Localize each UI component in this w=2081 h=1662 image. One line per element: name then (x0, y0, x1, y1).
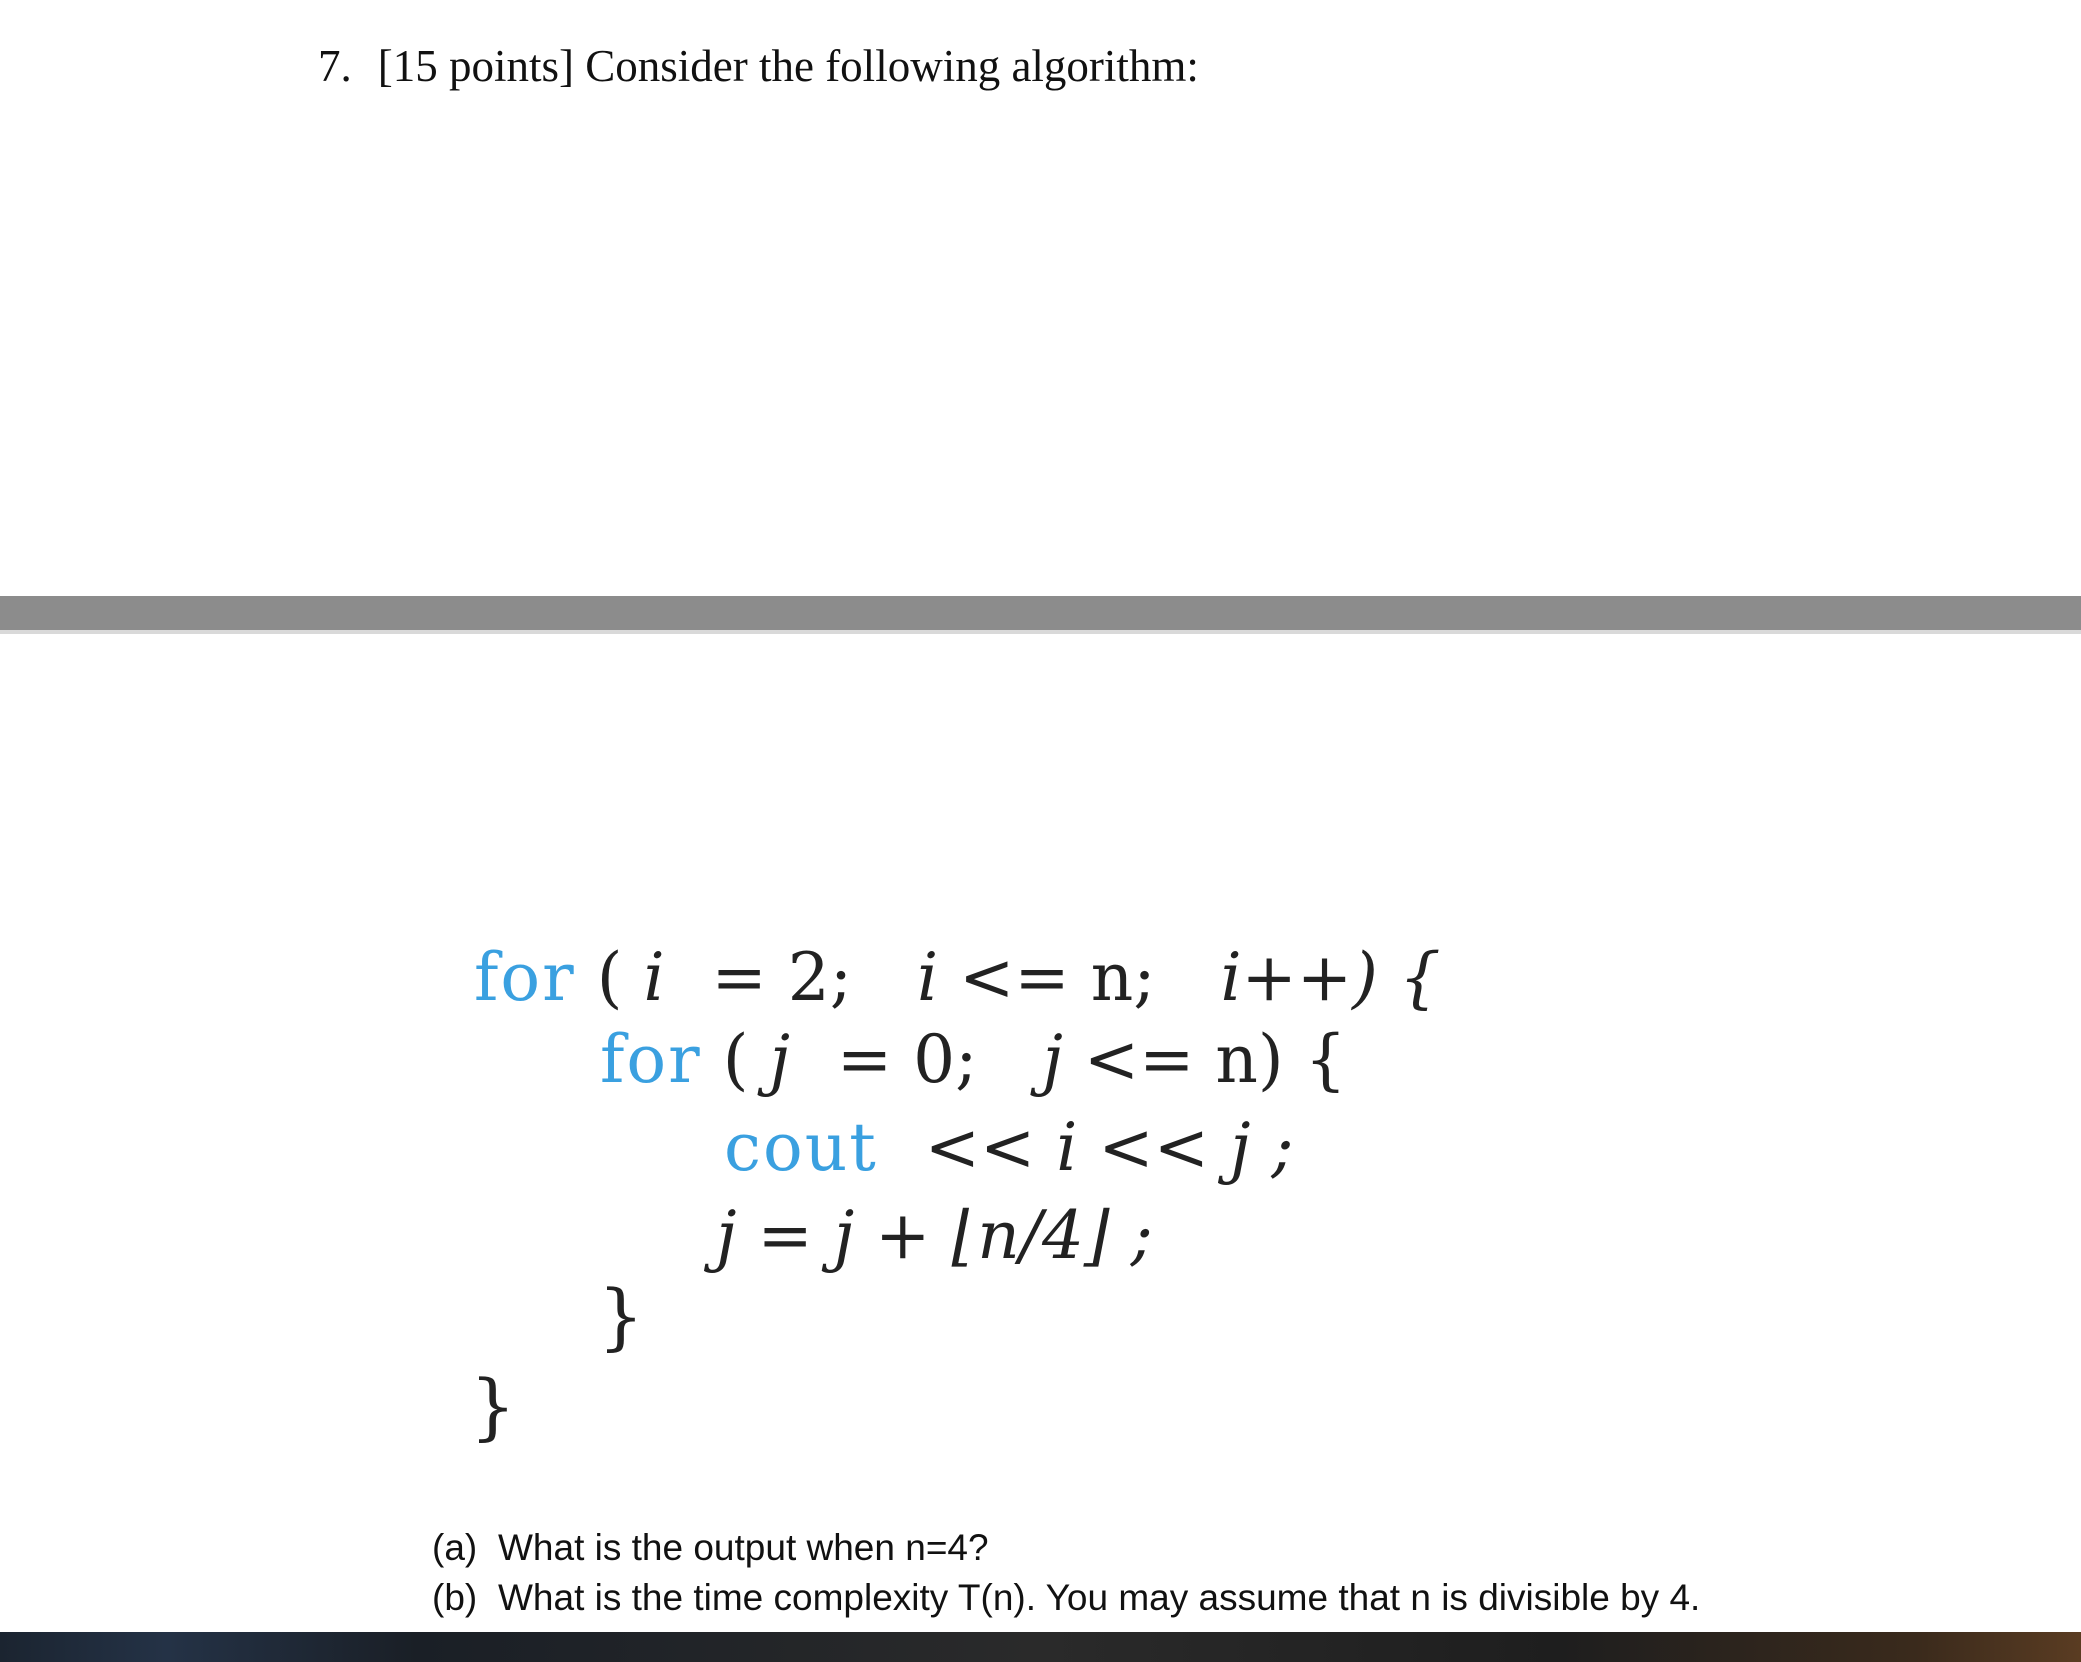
var-j: j (769, 1021, 790, 1098)
cond-var-j: j (1042, 1021, 1063, 1098)
code-line-inner-for (600, 1020, 1347, 1100)
keyword-cout: cout (724, 1109, 878, 1186)
divider-bar-shadow (0, 630, 2081, 634)
subquestion-b-text: What is the time complexity T(n). You may assume that n is divisible by 4. (498, 1577, 1701, 1618)
incr-expr: i++) { (1220, 939, 1441, 1016)
cond-var-i: i (917, 939, 939, 1016)
outer-close-brace: } (470, 1364, 516, 1448)
code-line-j-update (716, 1196, 1153, 1276)
j-update-expr: j = j + ⌊n/4⌋ ; (716, 1197, 1153, 1274)
var-i: i (643, 939, 665, 1016)
bottom-dark-strip (0, 1632, 2081, 1662)
init-expr: = 2; (711, 939, 853, 1016)
cond-expr-inner: <= n) { (1083, 1021, 1347, 1098)
divider-bar (0, 596, 2081, 630)
question-number: 7. (318, 41, 352, 91)
keyword-for-inner: for (600, 1021, 702, 1098)
subquestion-a (432, 1524, 989, 1572)
cond-expr: <= n; (959, 939, 1156, 1016)
question-header (318, 38, 1199, 94)
subquestion-b-tag: (b) (432, 1577, 478, 1618)
cout-expr: << i << j ; (924, 1109, 1294, 1186)
question-text: [15 points] Consider the following algorithm: (377, 41, 1199, 91)
subquestion-a-text: What is the output when n=4? (498, 1527, 989, 1568)
open-paren: ( (596, 939, 623, 1016)
open-paren-inner: ( (722, 1021, 749, 1098)
code-line-cout (724, 1108, 1294, 1188)
code-line-outer-for (474, 938, 1441, 1018)
subquestion-b (432, 1574, 1700, 1622)
init-expr-inner: = 0; (836, 1021, 978, 1098)
keyword-for: for (474, 939, 576, 1016)
inner-close-brace: } (598, 1274, 644, 1358)
subquestion-a-tag: (a) (432, 1527, 478, 1568)
